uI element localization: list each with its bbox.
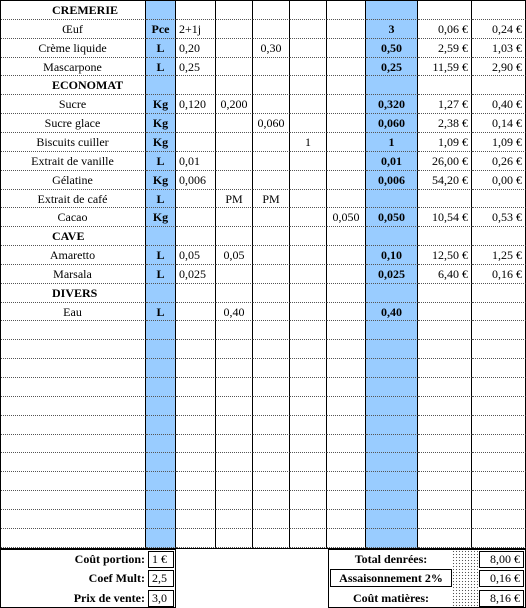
unit-price-cell[interactable]: 11,59 € xyxy=(418,58,472,76)
qty-cell[interactable]: 0,05 xyxy=(176,246,216,265)
ingredient-name[interactable]: Sucre glace xyxy=(0,114,146,133)
ingredient-name[interactable]: Extrait de café xyxy=(0,190,146,208)
unit-price-cell[interactable]: 10,54 € xyxy=(418,208,472,227)
unit-price-cell[interactable]: 2,38 € xyxy=(418,114,472,133)
unit-cell[interactable]: L xyxy=(146,58,176,76)
qty-cell[interactable]: 0,30 xyxy=(253,39,290,58)
total-qty-cell[interactable]: 0,40 xyxy=(366,303,418,321)
cost-cell[interactable]: 0,00 € xyxy=(472,171,526,190)
unit-cell[interactable]: L xyxy=(146,39,176,58)
dotted-fill xyxy=(452,550,478,607)
unit-cell[interactable]: Kg xyxy=(146,171,176,190)
section-header: ECONOMAT xyxy=(0,76,146,95)
summary-value[interactable]: 1 € xyxy=(148,551,174,568)
unit-cell[interactable]: L xyxy=(146,152,176,171)
cost-cell[interactable]: 1,03 € xyxy=(472,39,526,58)
qty-cell[interactable]: PM xyxy=(216,190,253,208)
qty-cell[interactable]: 0,050 xyxy=(327,208,366,227)
section-header: DIVERS xyxy=(0,284,146,303)
cost-cell[interactable]: 0,26 € xyxy=(472,152,526,171)
summary-label: Prix de vente: xyxy=(73,590,145,605)
cost-cell[interactable]: 0,24 € xyxy=(472,20,526,39)
qty-cell[interactable]: 0,200 xyxy=(216,95,253,114)
qty-cell[interactable]: 0,006 xyxy=(176,171,216,190)
unit-cell[interactable]: L xyxy=(146,265,176,284)
cost-cell[interactable]: 1,09 € xyxy=(472,133,526,152)
unit-price-cell[interactable]: 54,20 € xyxy=(418,171,472,190)
unit-price-cell[interactable]: 6,40 € xyxy=(418,265,472,284)
cost-cell[interactable]: 0,53 € xyxy=(472,208,526,227)
summary-value[interactable]: 3,0 xyxy=(148,590,174,607)
ingredient-name[interactable]: Mascarpone xyxy=(0,58,146,76)
ingredient-name[interactable]: Marsala xyxy=(0,265,146,284)
ingredient-name[interactable]: Œuf xyxy=(0,20,146,39)
unit-cell[interactable]: Pce xyxy=(146,20,176,39)
qty-cell[interactable]: 0,01 xyxy=(176,152,216,171)
summary-label: Coef Mult: xyxy=(88,571,145,586)
unit-cell[interactable]: L xyxy=(146,190,176,208)
cost-cell[interactable]: 2,90 € xyxy=(472,58,526,76)
total-qty-cell[interactable]: 0,006 xyxy=(366,171,418,190)
total-qty-cell[interactable]: 0,25 xyxy=(366,58,418,76)
qty-cell[interactable]: 0,20 xyxy=(176,39,216,58)
qty-cell[interactable]: 2+1j xyxy=(176,20,216,39)
ingredient-name[interactable]: Amaretto xyxy=(0,246,146,265)
unit-price-cell[interactable]: 26,00 € xyxy=(418,152,472,171)
ingredient-name[interactable]: Cacao xyxy=(0,208,146,227)
total-qty-cell[interactable]: 0,10 xyxy=(366,246,418,265)
qty-cell[interactable]: 0,40 xyxy=(216,303,253,321)
unit-price-cell[interactable]: 0,06 € xyxy=(418,20,472,39)
qty-cell[interactable]: PM xyxy=(253,190,290,208)
ingredient-name[interactable]: Gélatine xyxy=(0,171,146,190)
unit-price-cell[interactable]: 2,59 € xyxy=(418,39,472,58)
total-qty-cell[interactable]: 1 xyxy=(366,133,418,152)
unit-price-cell[interactable]: 1,27 € xyxy=(418,95,472,114)
cost-cell[interactable]: 0,16 € xyxy=(472,265,526,284)
cost-cell[interactable]: 1,25 € xyxy=(472,246,526,265)
total-qty-cell[interactable]: 0,025 xyxy=(366,265,418,284)
ingredient-name[interactable]: Extrait de vanille xyxy=(0,152,146,171)
total-qty-cell[interactable]: 0,320 xyxy=(366,95,418,114)
unit-cell[interactable]: L xyxy=(146,246,176,265)
cost-cell[interactable]: 0,14 € xyxy=(472,114,526,133)
total-qty-cell[interactable]: 3 xyxy=(366,20,418,39)
summary-value[interactable]: 8,00 € xyxy=(479,551,524,568)
qty-cell[interactable]: 0,120 xyxy=(176,95,216,114)
qty-cell[interactable]: 1 xyxy=(290,133,327,152)
qty-cell[interactable]: 0,060 xyxy=(253,114,290,133)
summary-label: Coût portion: xyxy=(74,552,145,566)
total-qty-cell[interactable]: 0,060 xyxy=(366,114,418,133)
total-qty-cell[interactable]: 0,050 xyxy=(366,208,418,227)
ingredient-name[interactable]: Eau xyxy=(0,303,146,321)
unit-cell[interactable]: Kg xyxy=(146,114,176,133)
summary-label: Coût matières: xyxy=(352,590,430,605)
unit-cell[interactable]: Kg xyxy=(146,208,176,227)
unit-cell[interactable]: Kg xyxy=(146,95,176,114)
section-header: CREMERIE xyxy=(0,1,146,20)
unit-price-cell[interactable]: 1,09 € xyxy=(418,133,472,152)
ingredient-name[interactable]: Sucre xyxy=(0,95,146,114)
qty-cell[interactable]: 0,05 xyxy=(216,246,253,265)
total-qty-cell[interactable]: 0,50 xyxy=(366,39,418,58)
total-qty-cell[interactable]: 0,01 xyxy=(366,152,418,171)
summary-label: Total denrées: xyxy=(354,552,428,566)
unit-price-cell[interactable]: 12,50 € xyxy=(418,246,472,265)
ingredient-name[interactable]: Biscuits cuiller xyxy=(0,133,146,152)
summary-value[interactable]: 0,16 € xyxy=(479,570,524,587)
cost-cell[interactable]: 0,40 € xyxy=(472,95,526,114)
summary-label: Assaisonnement 2% xyxy=(330,569,452,587)
qty-cell[interactable]: 0,025 xyxy=(176,265,216,284)
qty-cell[interactable]: 0,25 xyxy=(176,58,216,76)
ingredient-name[interactable]: Crème liquide xyxy=(0,39,146,58)
unit-cell[interactable]: Kg xyxy=(146,133,176,152)
section-header: CAVE xyxy=(0,227,146,246)
unit-cell[interactable]: L xyxy=(146,303,176,321)
summary-value[interactable]: 2,5 xyxy=(148,570,174,587)
summary-value[interactable]: 8,16 € xyxy=(479,590,524,607)
